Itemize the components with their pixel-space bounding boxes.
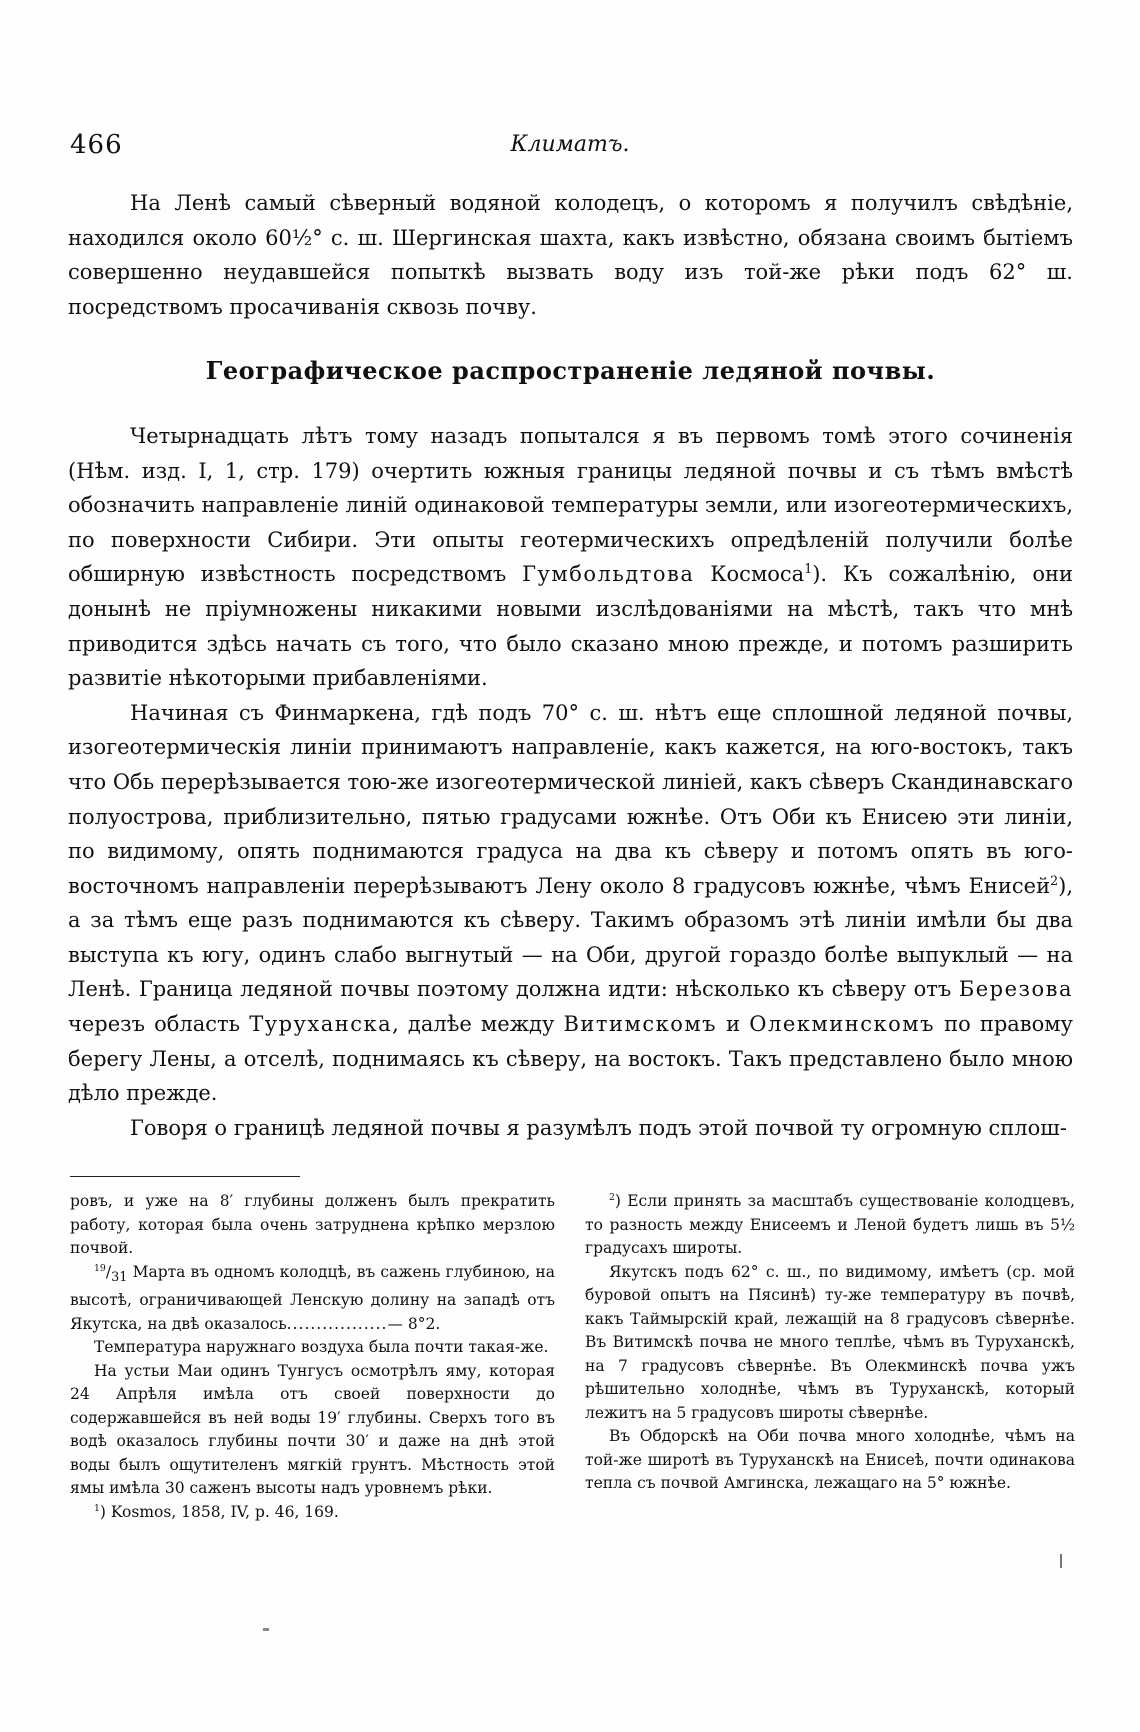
footnote-ref-1[interactable]: 1 [804,561,813,577]
footnote-yakutsk-entry: Якутскъ подъ 62° с. ш., по видимому, имѣетъ (ср. мой буровой опытъ на Пясинѣ) ту-же температуру въ почвѣ, какъ Таймырскій край, лежащій на 8 градусовъ сѣвернѣе. Въ Витимскѣ почва не много теплѣе, чѣмъ въ Туруханскѣ, на 7 градусовъ сѣвернѣе. Въ Олекминскѣ почва ужъ рѣшительно холоднѣе, чѣмъ въ Туруханскѣ, который лежитъ на 5 градусовъ широты сѣвернѣе. [585,1262,1075,1422]
place-berezov: Березова [958,977,1073,1002]
footnote-divider [70,1176,300,1177]
march-entry-text: Марта въ одномъ колодцѣ, въ сажень глубиною, на высотѣ, ограничивающей Ленскую долину на западѣ отъ Якутска, на двѣ оказалось [70,1262,555,1333]
paragraph-2-text-f: по правому берегу Лены, а отселѣ, поднимаясь къ сѣверу, на востокъ. Такъ представлено было мною дѣло прежде. [68,1012,1073,1106]
footnote-maya-entry: На устьи Маи одинъ Тунгусъ осмотрѣлъ яму, которая 24 Апрѣля имѣла отъ своей поверхности до содержавшейся въ ней воды 19′ глубины. Сверхъ того въ водѣ оказалось глубины почти 30′ и даже на днѣ этой воды былъ ощутителенъ мягкій грунтъ. Мѣстность этой ямы имѣла 30 саженъ высоты надъ уровнемъ рѣки. [70,1361,555,1498]
paragraph-2-text-d: , далѣе между [392,1012,555,1037]
date-denominator: 31 [111,1269,128,1285]
date-numerator: 19 [94,1262,106,1274]
place-turukhansk: Туруханска [249,1012,393,1037]
footnotes-right-column [585,1190,1075,1496]
footnote-obdorsk-entry: Въ Обдорскѣ на Оби почва много холоднѣе, чѣмъ на той-же широтѣ въ Туруханскѣ на Енисеѣ, почти одинакова тепла съ почвой Амгинска, лежащаго на 5° южнѣе. [585,1427,1075,1492]
page-number: 466 [70,130,123,160]
running-header [70,130,1070,166]
intro-paragraph: На Ленѣ самый сѣверный водяной колодецъ, о которомъ я получилъ свѣдѣніе, находился около 60½° с. ш. Шергинская шахта, какъ извѣстно, обязана своимъ бытіемъ совершенно неудавшейся попыткѣ вызвать воду изъ той-же рѣки подъ 62° ш. посредствомъ просачиванія сквозь почву. [68,191,1073,319]
footnote-2-mark: 2 [609,1191,615,1203]
footnote-1-text: ) Kosmos, 1858, IV, p. 46, 169. [99,1502,339,1521]
footnote-2 [585,1190,1075,1261]
paragraph-1-text-c: ). Къ сожалѣнію, они донынѣ не пріумножены никакими новыми изслѣдованіями на мѣстѣ, такъ что мнѣ приводится здѣсь начать съ того, что было сказано мною прежде, и потомъ разширить развитіе нѣкоторыми прибавленіями. [68,562,1073,691]
main-text [68,186,1073,1145]
footnote-1 [70,1501,555,1525]
paragraph-1-text-a: Четырнадцать лѣтъ тому назадъ попытался я въ первомъ томѣ этого сочиненія (Нѣм. изд. I, 1, стр. 179) очертить южныя границы ледяной почвы и съ тѣмъ вмѣстѣ обозначить направленіе линій одинаковой температуры земли, или изогеотермическихъ, по поверхности Сибири. Эти опыты геотермическихъ опредѣленій получили болѣе обширную извѣстность посредствомъ [68,423,1073,587]
running-title: Климатъ. [510,132,630,157]
kosmos-word: Космоса [710,562,805,587]
footnote-2-text: ) Если принять за масштабъ существованіе колодцевъ, то разность между Енисеемъ и Леной будетъ лишь въ 5½ градусахъ широты. [585,1192,1075,1257]
footnote-ref-2[interactable]: 2 [1050,872,1059,888]
humboldt-name: Гумбольдтова [522,562,695,587]
paragraph-2-text-a: Начиная съ Финмаркена, гдѣ подъ 70° с. ш. нѣтъ еще сплошной ледяной почвы, изогеотермическія линіи принимаютъ направленіе, какъ кажется, на юго-востокъ, такъ что Обь перерѣзывается тою-же изогеотермической линіей, какъ сѣверъ Скандинавскаго полуострова, приблизительно, пятью градусами южнѣе. Отъ Оби къ Енисею эти линіи, по видимому, опять поднимаются градуса на два къ сѣверу и потомъ опять въ юго-восточномъ направленіи перерѣзываютъ Лену около 8 градусовъ южнѣе, чѣмъ Енисей [68,700,1073,898]
section-heading: Географическое распространеніе ледяной почвы. [205,356,936,386]
march-entry-value: — 8°2. [387,1314,441,1333]
scan-speck [1060,1554,1062,1568]
paragraph-1 [68,419,1073,696]
footnote-continuation: ровъ, и уже на 8′ глубины долженъ былъ прекратить работу, которая была очень затруднена крѣпко мерзлою почвой. [70,1192,555,1257]
paragraph-2-text-e: и [726,1012,741,1037]
footnote-air-temperature: Температура наружнаго воздуха была почти такая-же. [94,1338,549,1357]
paragraph-3: Говоря о границѣ ледяной почвы я разумѣлъ подъ этой почвой ту огромную сплош- [130,1115,1067,1140]
footnote-march-entry: $^{19}/_{31}$ Марта въ одномъ колодцѣ, въ сажень глубиною, на высотѣ, ограничивающей Ленскую долину на западѣ отъ Якутска, на двѣ оказалось.................— 8°2. [70,1262,555,1333]
place-olekminsk: Олекминскомъ [749,1012,935,1037]
paragraph-2-text-c: черезъ область [68,1012,241,1037]
paragraph-2 [68,696,1073,1111]
footnotes-left-column [70,1190,555,1524]
place-vitimsk: Витимскомъ [563,1012,718,1037]
footnote-1-mark: 1 [94,1502,100,1514]
leader-dots: ................. [286,1314,388,1333]
paragraph-2-text-b: ), а за тѣмъ еще разъ поднимаются къ сѣверу. Такимъ образомъ этѣ линіи имѣли бы два выступа къ югу, одинъ слабо выгнутый — на Оби, другой гораздо болѣе выпуклый — на Ленѣ. Граница ледяной почвы поэтому должна идти: нѣсколько къ сѣверу отъ [68,873,1073,1002]
scan-speck [263,1628,269,1631]
